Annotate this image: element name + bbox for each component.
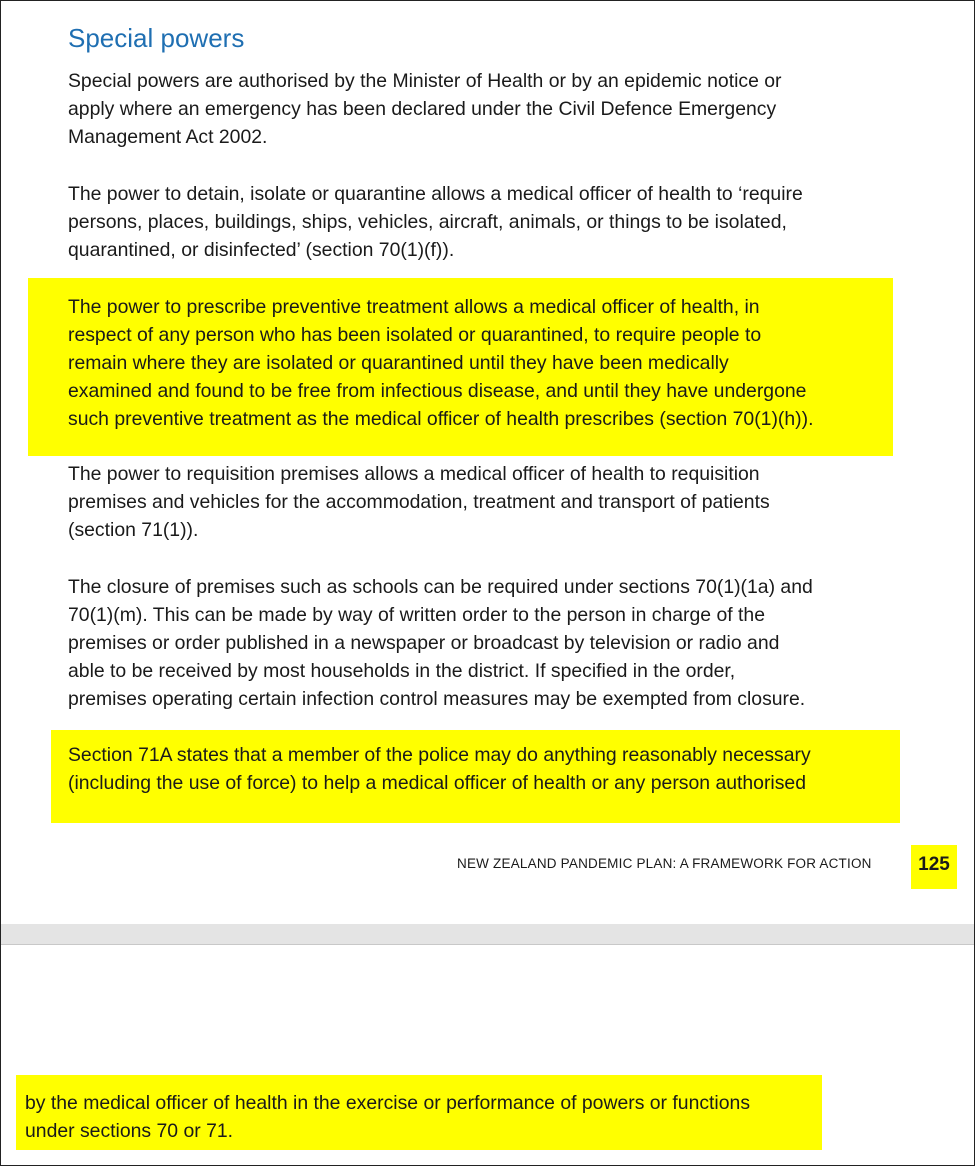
text-line: quarantined, or disinfected’ (section 70(1)(f)). <box>68 239 455 261</box>
text-line: persons, places, buildings, ships, vehicles, aircraft, animals, or things to be isolated, <box>68 211 787 233</box>
text-line: respect of any person who has been isolated or quarantined, to require people to <box>68 324 762 346</box>
text-line: able to be received by most households in the district. If specified in the order, <box>68 660 736 682</box>
paragraph-preventive-treatment <box>68 293 813 433</box>
text-line: Management Act 2002. <box>68 126 268 148</box>
page-number-badge: 125 <box>911 845 957 889</box>
text-line: The closure of premises such as schools can be required under sections 70(1)(1a) and <box>68 576 813 598</box>
text-line: premises and vehicles for the accommodation, treatment and transport of patients <box>68 491 770 513</box>
text-line: The power to requisition premises allows a medical officer of health to requisition <box>68 463 760 485</box>
text-line: Section 71A states that a member of the police may do anything reasonably necessary <box>68 744 811 766</box>
paragraph-continuation <box>25 1089 750 1145</box>
section-heading: Special powers <box>68 23 245 53</box>
text-line: (including the use of force) to help a medical officer of health or any person authorised <box>68 772 806 794</box>
paragraph-police-assistance <box>68 741 811 797</box>
paragraph-detain-isolate <box>68 180 803 264</box>
text-line: premises operating certain infection control measures may be exempted from closure. <box>68 688 806 710</box>
paragraph-requisition-premises <box>68 460 770 544</box>
text-line: (section 71(1)). <box>68 519 199 541</box>
running-footer-title: NEW ZEALAND PANDEMIC PLAN: A FRAMEWORK FOR ACTION <box>457 856 872 871</box>
paragraph-special-powers <box>68 67 782 151</box>
page-break-separator <box>1 924 974 945</box>
paragraph-closure-of-premises <box>68 573 813 713</box>
text-line: remain where they are isolated or quarantined until they have been medically <box>68 352 729 374</box>
text-line: The power to detain, isolate or quarantine allows a medical officer of health to ‘require <box>68 183 803 205</box>
text-line: such preventive treatment as the medical officer of health prescribes (section 70(1)(h)). <box>68 408 814 430</box>
text-line: Special powers are authorised by the Minister of Health or by an epidemic notice or <box>68 70 782 92</box>
text-line: premises or order published in a newspaper or broadcast by television or radio and <box>68 632 780 654</box>
text-line: The power to prescribe preventive treatment allows a medical officer of health, in <box>68 296 760 318</box>
text-line: examined and found to be free from infectious disease, and until they have undergone <box>68 380 807 402</box>
text-line: by the medical officer of health in the exercise or performance of powers or functions <box>25 1092 751 1114</box>
text-line: apply where an emergency has been declared under the Civil Defence Emergency <box>68 98 777 120</box>
text-line: under sections 70 or 71. <box>25 1120 234 1142</box>
document-page <box>1 1 974 924</box>
text-line: 70(1)(m). This can be made by way of written order to the person in charge of the <box>68 604 765 626</box>
